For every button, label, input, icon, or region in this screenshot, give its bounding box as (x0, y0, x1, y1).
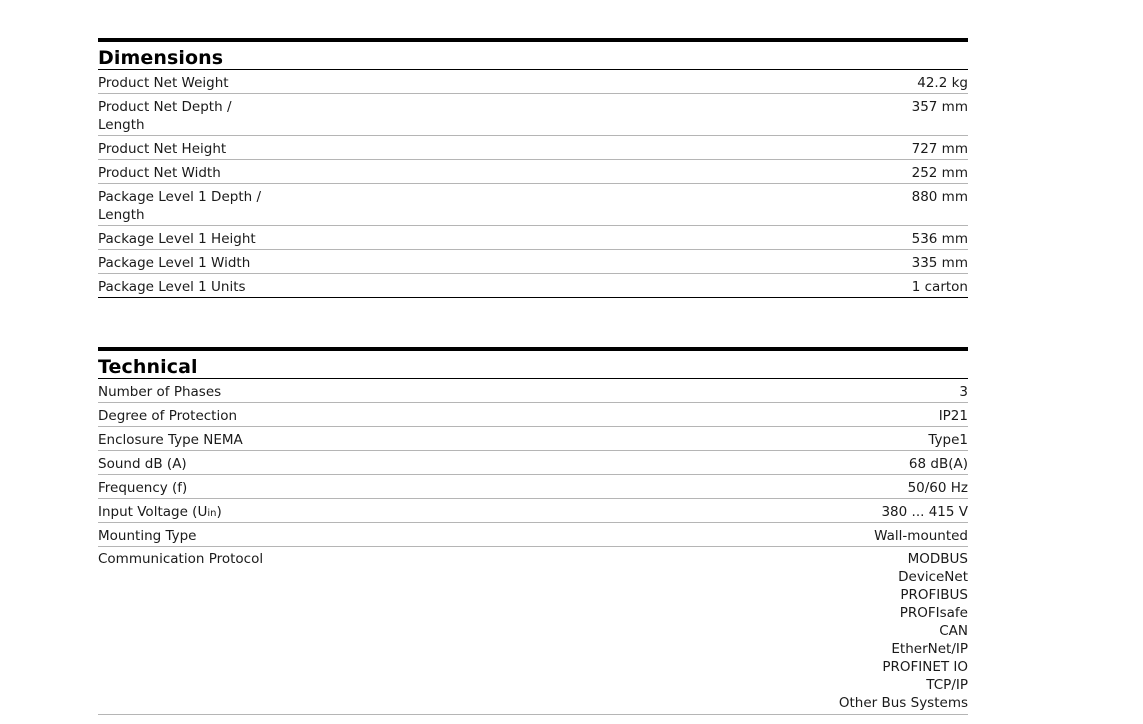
spec-label: Product Net Height (98, 141, 227, 157)
protocol-item: PROFIsafe (899, 605, 968, 621)
technical-header (98, 347, 968, 379)
spec-row (98, 403, 968, 427)
spec-value: 357 mm (911, 99, 968, 115)
input-voltage-label-end: ) (216, 504, 222, 520)
spec-row (98, 451, 968, 475)
spec-value: IP21 (938, 408, 968, 424)
technical-section (98, 347, 968, 715)
spec-label: Package Level 1 Height (98, 231, 256, 247)
spec-row (98, 70, 968, 94)
spec-row (98, 226, 968, 250)
spec-row (98, 427, 968, 451)
spec-label: Sound dB (A) (98, 456, 187, 472)
protocol-item: EtherNet/IP (891, 641, 968, 657)
spec-row (98, 160, 968, 184)
spec-label: Frequency (f) (98, 480, 188, 496)
spec-value: 727 mm (911, 141, 968, 157)
spec-value: 252 mm (911, 165, 968, 181)
dimensions-header (98, 38, 968, 70)
spec-label: Degree of Protection (98, 408, 238, 424)
spec-row (98, 475, 968, 499)
protocol-item: CAN (939, 623, 968, 639)
spec-label: Package Level 1 Units (98, 279, 246, 295)
spec-label: Mounting Type (98, 528, 197, 544)
spec-label: Package Level 1 Width (98, 255, 251, 271)
spec-label: Product Net Weight (98, 75, 229, 91)
spec-label: Product Net Depth / Length (98, 99, 232, 133)
spec-label: Number of Phases (98, 384, 222, 400)
spec-value: 68 dB(A) (908, 456, 968, 472)
communication-protocol-list (839, 550, 968, 714)
section-title: Technical (98, 356, 198, 378)
spec-label (98, 503, 498, 522)
spec-row (98, 499, 968, 523)
spec-row (98, 523, 968, 547)
spec-label: Package Level 1 Depth / Length (98, 189, 262, 223)
protocol-item: PROFIBUS (900, 587, 968, 603)
protocol-item: Other Bus Systems (838, 695, 968, 711)
input-voltage-label: Input Voltage (U (98, 504, 208, 520)
protocol-item: MODBUS (907, 551, 968, 567)
spec-value: 42.2 kg (917, 75, 968, 91)
spec-value: 3 (959, 384, 968, 400)
spec-label: Communication Protocol (98, 551, 264, 567)
spec-value: 880 mm (911, 189, 968, 205)
protocol-item: TCP/IP (926, 677, 968, 693)
spec-value: 380 ... 415 V (881, 504, 968, 520)
spec-row (98, 184, 968, 226)
protocol-item: DeviceNet (898, 569, 968, 585)
input-voltage-subscript: in (207, 508, 217, 519)
protocol-item: PROFINET IO (882, 659, 968, 675)
section-title: Dimensions (98, 47, 224, 69)
spec-value: 1 carton (911, 279, 968, 295)
spec-row (98, 94, 968, 136)
spec-label: Enclosure Type NEMA (98, 432, 243, 448)
spec-value: Wall-mounted (874, 528, 968, 544)
spec-row (98, 136, 968, 160)
spec-value: 536 mm (911, 231, 968, 247)
spec-row (98, 379, 968, 403)
spec-row (98, 274, 968, 298)
spec-value: 335 mm (911, 255, 968, 271)
spec-row (98, 250, 968, 274)
spec-label: Product Net Width (98, 165, 221, 181)
spec-value: Type1 (928, 432, 968, 448)
communication-protocol-row (98, 547, 968, 715)
spec-value: 50/60 Hz (907, 480, 968, 496)
dimensions-section (98, 38, 968, 298)
